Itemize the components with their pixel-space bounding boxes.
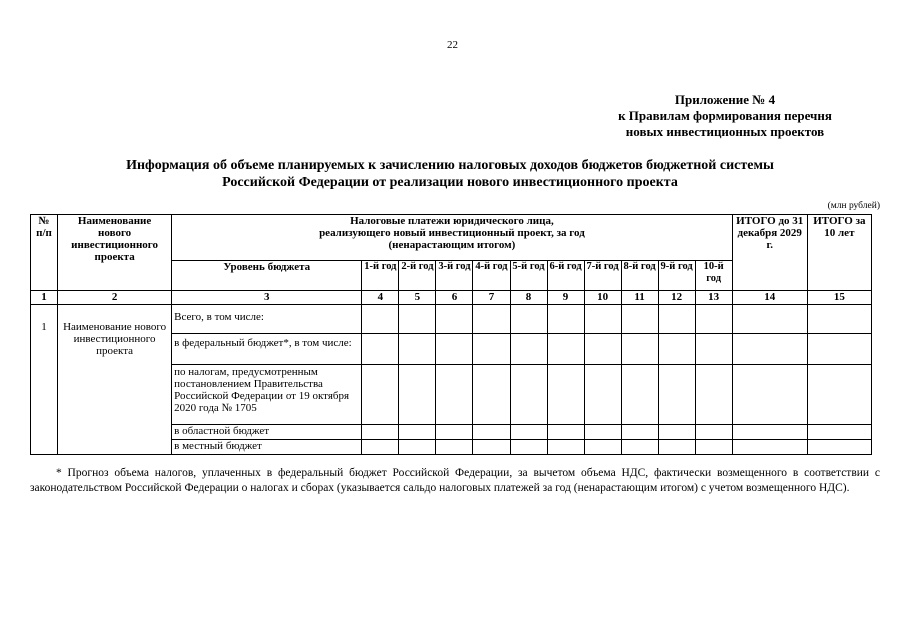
units-label: (млн рублей) [827, 201, 880, 211]
header-year-3: 3-й год [436, 261, 473, 291]
column-number: 4 [362, 291, 399, 305]
page-number: 22 [447, 39, 458, 51]
column-number: 13 [695, 291, 732, 305]
value-cell [399, 334, 436, 365]
header-year-4: 4-й год [473, 261, 510, 291]
value-cell [473, 440, 510, 455]
footnote: * Прогноз объема налогов, уплаченных в федеральный бюджет Российской Федерации, за вычетом объема НДС, фактически возмещенного в соответствии с законодательством Российской Федерации о налогах и сборах (указывается сальдо налоговых платежей за год (ненарастающим итогом) с учетом возмещенного НДС). [30, 467, 880, 494]
value-cell [547, 305, 584, 334]
value-cell [732, 334, 807, 365]
value-cell [621, 365, 658, 425]
tax-revenue-table [30, 214, 872, 455]
column-number: 5 [399, 291, 436, 305]
value-cell [695, 334, 732, 365]
column-number: 9 [547, 291, 584, 305]
value-cell [362, 334, 399, 365]
value-cell [695, 425, 732, 440]
value-cell [510, 334, 547, 365]
header-year-6: 6-й год [547, 261, 584, 291]
header-tax-payments-line-1: Налоговые платежи юридического лица, [350, 215, 554, 227]
appendix-heading [560, 92, 890, 140]
value-cell [695, 365, 732, 425]
header-year-10: 10-й год [695, 261, 732, 291]
value-cell [473, 305, 510, 334]
value-cell [807, 305, 871, 334]
value-cell [807, 440, 871, 455]
appendix-line-1: Приложение № 4 [674, 92, 776, 107]
header-year-1: 1-й год [362, 261, 399, 291]
value-cell [621, 305, 658, 334]
budget-level-regional: в областной бюджет [172, 425, 362, 440]
value-cell [584, 425, 621, 440]
value-cell [399, 425, 436, 440]
value-cell [695, 305, 732, 334]
value-cell [362, 365, 399, 425]
header-project-name: Наименование нового инвестиционного проекта [58, 215, 172, 291]
value-cell [658, 305, 695, 334]
budget-level-total: Всего, в том числе: [172, 305, 362, 334]
value-cell [584, 365, 621, 425]
value-cell [621, 440, 658, 455]
value-cell [658, 425, 695, 440]
value-cell [510, 365, 547, 425]
value-cell [732, 305, 807, 334]
column-number: 15 [807, 291, 871, 305]
value-cell [547, 365, 584, 425]
column-number: 7 [473, 291, 510, 305]
value-cell [547, 334, 584, 365]
value-cell [658, 440, 695, 455]
value-cell [547, 440, 584, 455]
header-num: № п/п [31, 215, 58, 291]
document-title [40, 157, 860, 191]
header-total-10-years: ИТОГО за 10 лет [807, 215, 871, 291]
value-cell [510, 440, 547, 455]
value-cell [584, 440, 621, 455]
appendix-line-2: к Правилам формирования перечня [618, 108, 832, 123]
value-cell [807, 365, 871, 425]
value-cell [807, 425, 871, 440]
header-year-5: 5-й год [510, 261, 547, 291]
appendix-line-3: новых инвестиционных проектов [625, 124, 825, 139]
column-number: 1 [31, 291, 58, 305]
value-cell [399, 365, 436, 425]
column-number: 10 [584, 291, 621, 305]
value-cell [436, 334, 473, 365]
budget-level-resolution-1705: по налогам, предусмотренным постановлением Правительства Российской Федерации от 19 октября 2020 года № 1705 [172, 365, 362, 425]
column-number: 8 [510, 291, 547, 305]
value-cell [399, 305, 436, 334]
value-cell [732, 365, 807, 425]
value-cell [436, 305, 473, 334]
title-line-1: Информация об объеме планируемых к зачислению налоговых доходов бюджетов бюджетной системы [126, 158, 774, 173]
value-cell [732, 440, 807, 455]
value-cell [584, 334, 621, 365]
header-tax-payments [172, 215, 733, 261]
value-cell [473, 365, 510, 425]
value-cell [436, 440, 473, 455]
column-number: 6 [436, 291, 473, 305]
title-line-2: Российской Федерации от реализации нового инвестиционного проекта [222, 175, 678, 190]
value-cell [732, 425, 807, 440]
column-number: 14 [732, 291, 807, 305]
value-cell [510, 425, 547, 440]
table-row [31, 305, 872, 334]
value-cell [362, 440, 399, 455]
column-number: 2 [58, 291, 172, 305]
column-number: 11 [621, 291, 658, 305]
value-cell [547, 425, 584, 440]
header-row-1 [31, 215, 872, 261]
budget-level-federal: в федеральный бюджет*, в том числе: [172, 334, 362, 365]
column-numbers-row [31, 291, 872, 305]
value-cell [473, 334, 510, 365]
value-cell [436, 365, 473, 425]
header-budget-level: Уровень бюджета [172, 261, 362, 291]
value-cell [658, 365, 695, 425]
value-cell [399, 440, 436, 455]
value-cell [695, 440, 732, 455]
value-cell [473, 425, 510, 440]
row-project-name: Наименование нового инвестиционного проекта [58, 305, 172, 455]
row-number: 1 [31, 305, 58, 455]
header-year-7: 7-й год [584, 261, 621, 291]
header-total-2029: ИТОГО до 31 декабря 2029 г. [732, 215, 807, 291]
header-year-9: 9-й год [658, 261, 695, 291]
header-tax-payments-line-2: реализующего новый инвестиционный проект, за год [319, 227, 585, 239]
value-cell [362, 305, 399, 334]
value-cell [436, 425, 473, 440]
budget-level-local: в местный бюджет [172, 440, 362, 455]
column-number: 12 [658, 291, 695, 305]
column-number: 3 [172, 291, 362, 305]
value-cell [658, 334, 695, 365]
value-cell [510, 305, 547, 334]
value-cell [621, 425, 658, 440]
header-year-2: 2-й год [399, 261, 436, 291]
value-cell [584, 305, 621, 334]
value-cell [362, 425, 399, 440]
header-year-8: 8-й год [621, 261, 658, 291]
header-tax-payments-line-3: (ненарастающим итогом) [388, 239, 516, 251]
value-cell [807, 334, 871, 365]
value-cell [621, 334, 658, 365]
